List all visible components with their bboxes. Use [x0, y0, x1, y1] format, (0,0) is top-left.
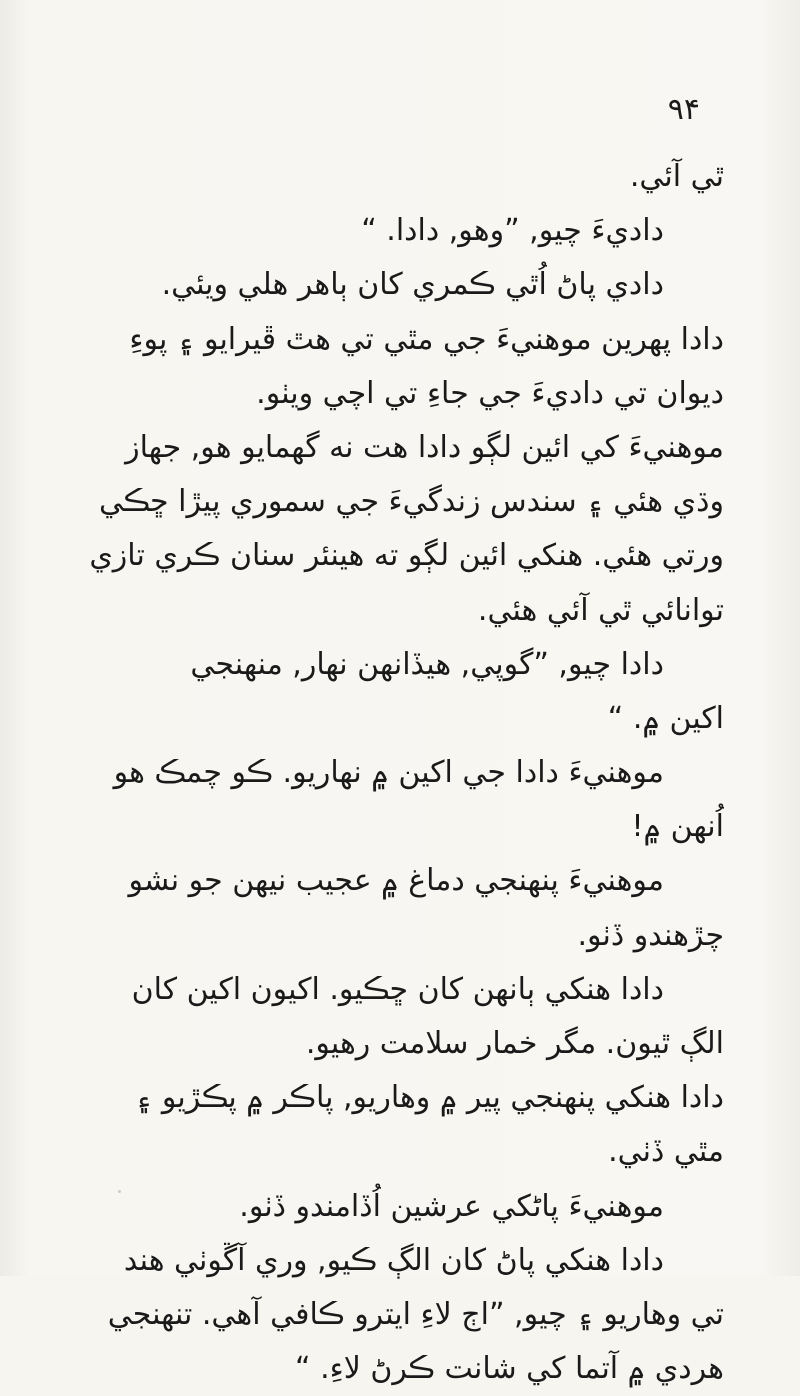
text-line: دادا پهرين موهنيءَ جي مٿي تي هٿ ڦيرايو ۽ پوءِ [129, 321, 724, 357]
text-line: داديءَ چيو, ”وهو, دادا. “ [361, 213, 664, 249]
text-line: دادا هنکي پنهنجي پير ۾ وهاريو, پاڪر ۾ پڪڙيو ۽ [134, 1080, 724, 1116]
text-line: اُنهن ۾! [631, 809, 724, 845]
paper-speck [118, 1190, 121, 1193]
text-line: موهنيءَ کي ائين لڳو دادا هت نه گهمايو هو, جهاز [125, 429, 724, 465]
body-text [44, 150, 724, 1396]
text-line: وڌي هئي ۽ سندس زندگيءَ جي سموري پيڙا ڇڪي [99, 484, 724, 520]
text-line: موهنيءَ دادا جي اکين ۾ نهاريو. ڪو چمڪ هو [113, 755, 664, 791]
text-line: دادي پاڻ اُٿي ڪمري کان ٻاهر هلي ويئي. [161, 267, 664, 303]
text-line: موهنيءَ پاڻکي عرشين اُڏامندو ڏٺو. [239, 1188, 664, 1224]
text-line: دادا هنکي ٻانهن کان ڇڪيو. اکيون اکين کان [131, 971, 664, 1007]
text-line: اکين ۾. “ [607, 700, 724, 736]
text-line: دادا چيو, ”گوپي, هيڏانهن نهار, منهنجي [190, 646, 664, 682]
text-line: توانائي ٿي آئي هئي. [477, 592, 724, 628]
text-line: دادا هنکي پاڻ کان الڳ ڪيو, وري آڱوٺي هند [123, 1242, 664, 1278]
text-line: چڙهندو ڏٺو. [577, 917, 724, 953]
text-line: ورتي هئي. هنکي ائين لڳو ته هينئر سنان ڪري تازي [89, 538, 724, 574]
text-line: هردي ۾ آتما کي شانت ڪرڻ لاءِ. “ [294, 1351, 724, 1387]
text-line: موهنيءَ پنهنجي دماغ ۾ عجيب نيهن جو نشو [128, 863, 664, 899]
text-line: مٿي ڏٺي. [608, 1134, 724, 1170]
page-number: ٩۴ [667, 92, 700, 127]
text-line: ٿي آئي. [629, 159, 724, 194]
text-line: تي وهاريو ۽ چيو, ”اڄ لاءِ ايترو ڪافي آهي. تنهنجي [107, 1296, 724, 1332]
text-line: الڳ ٿيون. مگر خمار سلامت رهيو. [305, 1026, 724, 1061]
text-line: ديوان تي داديءَ جي جاءِ تي اچي ويٺو. [256, 375, 724, 411]
